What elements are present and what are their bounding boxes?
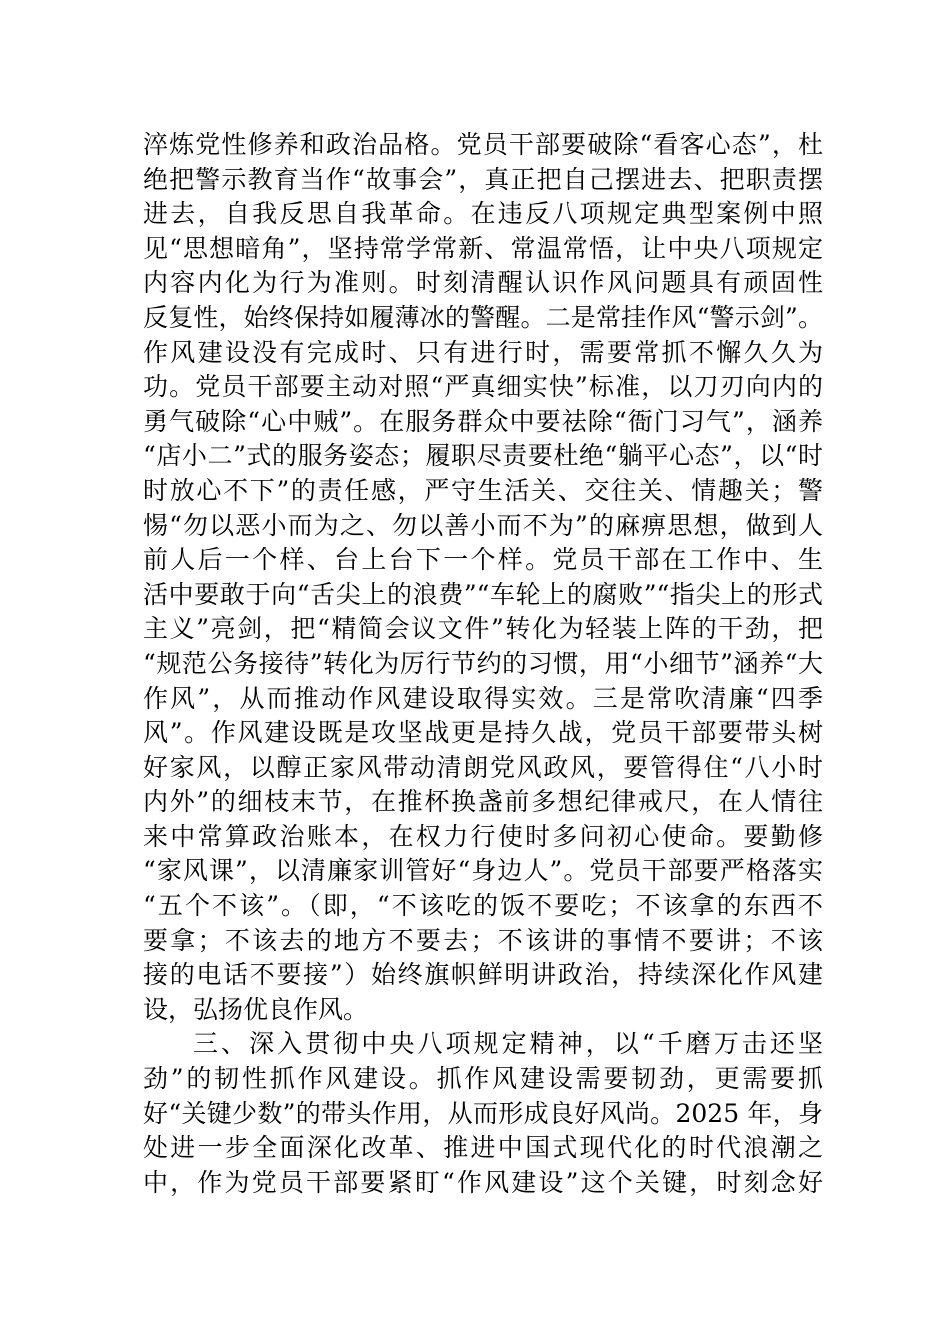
text-line: 时放心不下”的责任感，严守生活关、交往关、情趣关；警 — [143, 475, 823, 505]
text-line: 进去，自我反思自我革命。在违反八项规定典型案例中照 — [143, 199, 823, 229]
text-line: 风”。作风建设既是攻坚战更是持久战，党员干部要带头树 — [143, 718, 823, 748]
text-line: 功。党员干部要主动对照“严真细实快”标准，以刀刃向内的 — [143, 372, 823, 402]
text-line: 中，作为党员干部要紧盯“作风建设”这个关键，时刻念好 — [143, 1167, 823, 1197]
text-line: 作风”，从而推动作风建设取得实效。三是常吹清廉“四季 — [143, 683, 823, 713]
text-line: 接的电话不要接”）始终旗帜鲜明讲政治，持续深化作风建 — [143, 960, 823, 990]
paragraph-1 — [143, 128, 823, 1027]
body-text — [143, 128, 823, 1200]
text-line: “五个不该”。（即，“不该吃的饭不要吃；不该拿的东西不 — [143, 891, 823, 921]
text-line: 前人后一个样、台上台下一个样。党员干部在工作中、生 — [143, 545, 823, 575]
text-line: 反复性，始终保持如履薄冰的警醒。二是常挂作风“警示剑”。 — [143, 302, 823, 332]
text-line: 处进一步全面深化改革、推进中国式现代化的时代浪潮之 — [143, 1133, 823, 1163]
text-line: 好家风，以醇正家风带动清朗党风政风，要管得住“八小时 — [143, 752, 823, 782]
paragraph-2 — [143, 1027, 823, 1200]
text-line: 活中要敢于向“舌尖上的浪费”“车轮上的腐败”“指尖上的形式 — [143, 579, 823, 609]
text-line: 要拿；不该去的地方不要去；不该讲的事情不要讲；不该 — [143, 925, 823, 955]
text-line: 作风建设没有完成时、只有进行时，需要常抓不懈久久为 — [143, 337, 823, 367]
section-heading-line: 三、深入贯彻中央八项规定精神，以“千磨万击还坚 — [193, 1029, 823, 1059]
text-line: 勇气破除“心中贼”。在服务群众中要祛除“衙门习气”，涵养 — [143, 406, 823, 436]
text-line: 内容内化为行为准则。时刻清醒认识作风问题具有顽固性 — [143, 268, 823, 298]
text-line: 好“关键少数”的带头作用，从而形成良好风尚。2025 年，身 — [143, 1098, 823, 1128]
text-line: “店小二”式的服务姿态；履职尽责要杜绝“躺平心态”，以“时 — [143, 441, 823, 471]
text-line: 劲”的韧性抓作风建设。抓作风建设需要韧劲，更需要抓 — [143, 1064, 823, 1094]
text-line: “规范公务接待”转化为厉行节约的习惯，用“小细节”涵养“大 — [143, 648, 823, 678]
text-line: 主义”亮剑，把“精简会议文件”转化为轻装上阵的干劲，把 — [143, 614, 823, 644]
text-line: 淬炼党性修养和政治品格。党员干部要破除“看客心态”，杜 — [143, 130, 823, 159]
text-line: 见“思想暗角”，坚持常学常新、常温常悟，让中央八项规定 — [143, 233, 823, 263]
text-line: 内外”的细枝末节，在推杯换盏前多想纪律戒尺，在人情往 — [143, 787, 823, 817]
text-line: 来中常算政治账本，在权力行使时多问初心使命。要勤修 — [143, 821, 823, 851]
text-line: 设，弘扬优良作风。 — [143, 994, 369, 1024]
text-line: 绝把警示教育当作“故事会”，真正把自己摆进去、把职责摆 — [143, 164, 823, 194]
text-line: “家风课”，以清廉家训管好“身边人”。党员干部要严格落实 — [143, 856, 823, 886]
text-line: 惕“勿以恶小而为之、勿以善小而不为”的麻痹思想，做到人 — [143, 510, 823, 540]
